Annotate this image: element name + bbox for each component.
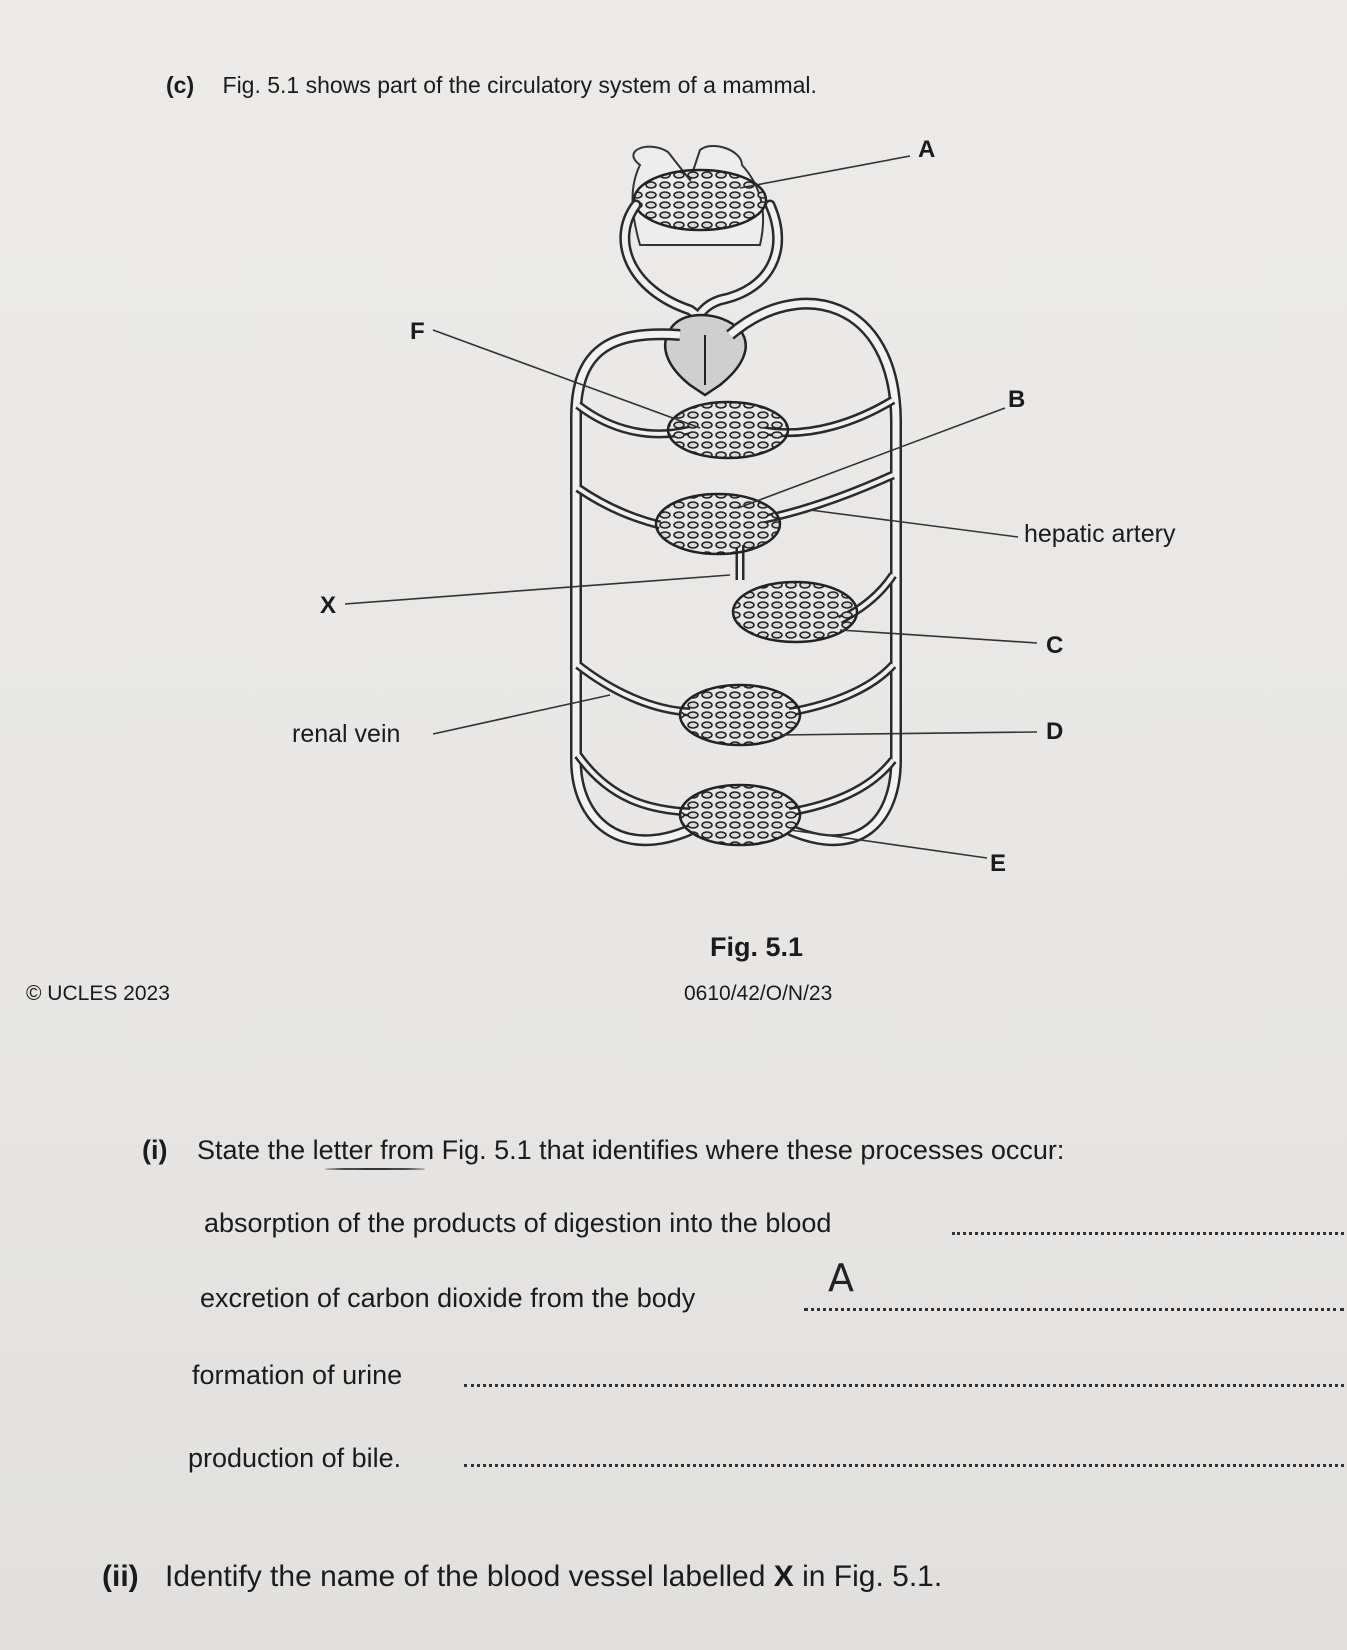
question-ii-text-after: in Fig. 5.1. <box>802 1560 943 1593</box>
handwritten-answer-excretion: A <box>828 1256 854 1300</box>
capillary-bed-D <box>680 685 800 745</box>
capillary-bed-B <box>656 494 780 554</box>
label-D: D <box>1046 718 1064 745</box>
label-hepatic-artery: hepatic artery <box>1024 520 1176 548</box>
label-E: E <box>990 850 1007 877</box>
answer-row-text: production of bile. <box>188 1443 402 1473</box>
question-c-text: Fig. 5.1 shows part of the circulatory system of a mammal. <box>222 72 817 98</box>
question-i-label: (i) <box>142 1135 168 1165</box>
question-ii-text-before: Identify the name of the blood vessel labelled <box>165 1560 766 1593</box>
capillary-bed-C <box>733 582 857 642</box>
answer-row-absorption <box>204 1208 831 1239</box>
label-C: C <box>1046 632 1064 659</box>
answer-field-absorption[interactable] <box>952 1232 1344 1235</box>
label-renal-vein: renal vein <box>292 720 401 748</box>
lungs <box>633 146 767 245</box>
answer-row-text: absorption of the products of digestion into the blood <box>204 1208 832 1238</box>
answer-row-urine <box>192 1360 402 1391</box>
figure-caption: Fig. 5.1 <box>710 932 804 962</box>
answer-field-excretion[interactable] <box>804 1308 1344 1311</box>
label-B: B <box>1008 386 1026 413</box>
capillary-bed-F <box>668 402 788 458</box>
question-ii-label: (ii) <box>102 1560 139 1593</box>
paper-code: 0610/42/O/N/23 <box>684 982 833 1005</box>
answer-field-bile[interactable] <box>464 1464 1344 1467</box>
answer-row-text: formation of urine <box>192 1360 403 1390</box>
question-i-text: State the letter from Fig. 5.1 that identifies where these processes occur: <box>197 1135 1065 1165</box>
question-ii <box>102 1560 942 1594</box>
answer-row-excretion <box>200 1283 695 1314</box>
label-F: F <box>410 318 425 345</box>
label-X: X <box>320 592 337 619</box>
answer-field-urine[interactable] <box>464 1384 1344 1387</box>
label-A: A <box>918 136 936 163</box>
question-c-label: (c) <box>166 72 195 98</box>
question-ii-letter: X <box>773 1560 794 1593</box>
answer-row-text: excretion of carbon dioxide from the body <box>200 1283 696 1313</box>
copyright-footer: © UCLES 2023 <box>26 982 170 1005</box>
pen-underline <box>325 1168 425 1170</box>
answer-row-bile <box>188 1443 401 1474</box>
capillary-bed-E <box>680 785 800 845</box>
question-i <box>142 1135 1064 1166</box>
capillary-bed-A <box>634 170 766 230</box>
